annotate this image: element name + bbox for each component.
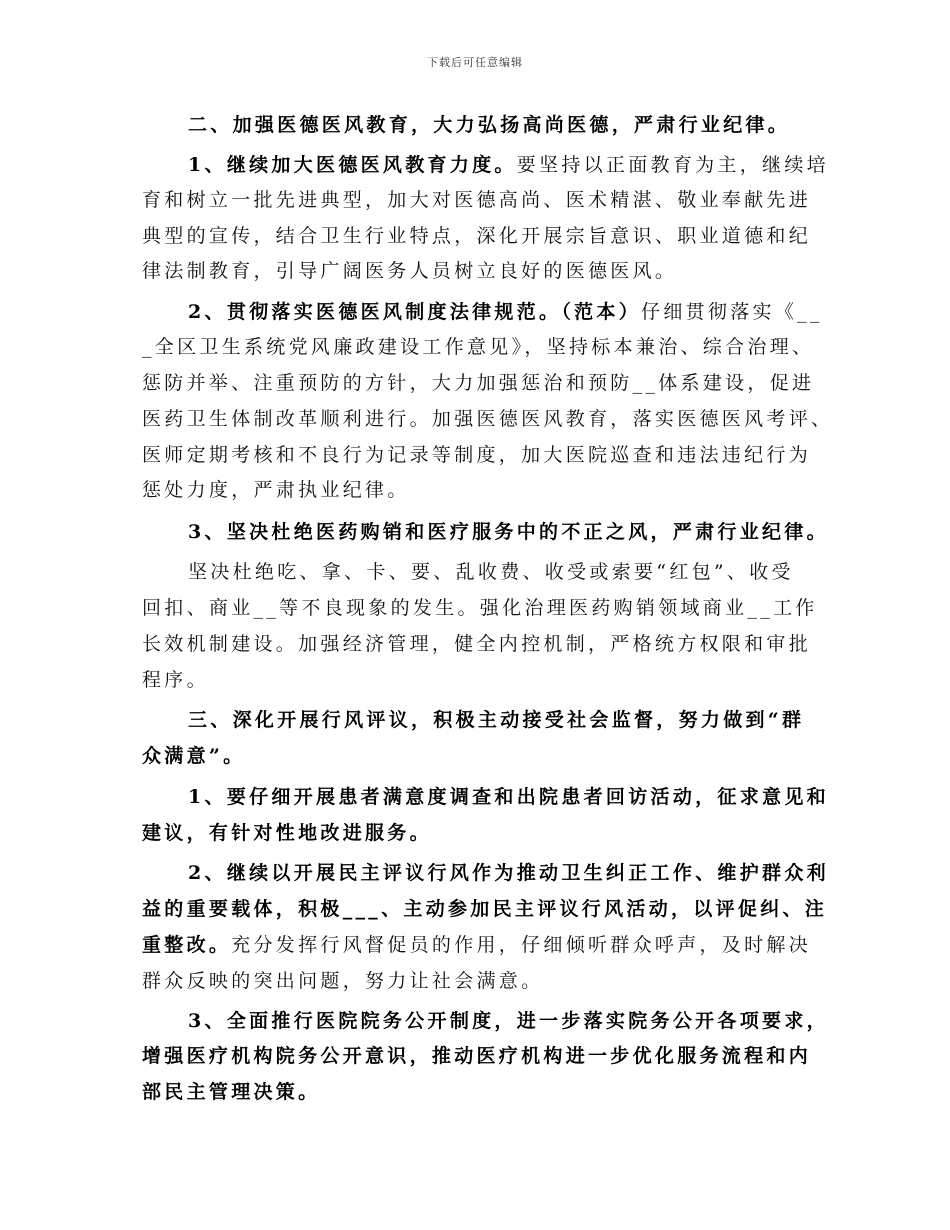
bold-text: 部民主管理决策。 [142,1081,321,1103]
body-text: 充分发挥行风督促员的作用，仔细倾听群众呼声，及时解决 [231,934,812,956]
bold-text: 三、深化开展行风评议，积极主动接受社会监督，努力做到“群 [188,709,805,731]
bold-text: 3、全面推行医院院务公开制度，进一步落实院务公开各项要求， [188,1010,829,1032]
text-line [188,560,794,584]
bold-text: 二、加强医德医风教育，大力弘扬高尚医德，严肃行业纪律。 [188,114,791,136]
text-line [188,861,829,885]
text-line [142,407,833,431]
text-line [188,520,829,544]
bold-text: 众满意”。 [142,745,246,767]
text-line [142,259,677,283]
text-line [188,1009,829,1033]
text-line [142,371,814,395]
text-line [142,744,245,768]
bold-text: 1、要仔细开展患者满意度调查和出院患者回访活动，征求意见和 [188,786,829,808]
text-line [142,1080,320,1104]
body-text: _全区卫生系统党风廉政建设工作意见》，坚持标本兼治、综合治理、 [142,336,815,358]
bold-text: 重整改。 [142,934,232,956]
body-text: 程序。 [142,669,209,691]
text-line [142,596,818,620]
text-line [142,632,811,656]
body-text: 回扣、商业__等不良现象的发生。强化治理医药购销领域商业__工作 [142,597,818,619]
bold-text: 益的重要载体，积极___、主动参加民主评议行风活动，以评促纠、注 [142,898,828,920]
body-text: 律法制教育，引导广阔医务人员树立良好的医德医风。 [142,260,678,282]
body-text: 坚决杜绝吃、拿、卡、要、乱收费、收受或索要“红包”、收受 [188,561,794,583]
text-line [142,897,827,921]
body-text: 医药卫生体制改革顺利进行。加强医德医风教育，落实医德医风考评、 [142,408,834,430]
bold-text: 2、贯彻落实医德医风制度法律规范。（范本） [188,301,642,323]
body-text: 长效机制建设。加强经济管理，健全内控机制，严格统方权限和审批 [142,633,812,655]
text-line [142,224,811,248]
text-line [142,668,209,692]
text-line [188,708,804,732]
body-text: 惩处力度，严肃执业纪律。 [142,479,410,501]
header-note: 下载后可任意编辑 [427,56,523,69]
bold-text: 1、继续加大医德医风教育力度。 [188,154,517,176]
body-text: 典型的宣传，结合卫生行业特点，深化开展宗旨意识、职业道德和纪 [142,225,812,247]
text-line [188,113,790,137]
body-text: 群众反映的突出问题，努力让社会满意。 [142,970,544,992]
text-line [142,443,811,467]
text-line [142,933,811,957]
body-text: 育和树立一批先进典型，加大对医德高尚、医术精湛、敬业奉献先进 [142,189,812,211]
text-line [142,821,432,845]
text-line [142,1044,811,1068]
text-line [142,188,811,212]
bold-text: 2、继续以开展民主评议行风作为推动卫生纠正工作、维护群众利 [188,862,829,884]
body-text: 要坚持以正面教育为主，继续培 [516,154,829,176]
bold-text: 建议，有针对性地改进服务。 [142,822,432,844]
body-text: 仔细贯彻落实《__ [641,301,823,323]
text-line [188,785,829,809]
text-line [188,153,829,177]
text-line [142,335,814,359]
bold-text: 3、坚决杜绝医药购销和医疗服务中的不正之风，严肃行业纪律。 [188,521,829,543]
body-text: 医师定期考核和不良行为记录等制度，加大医院巡查和违法违纪行为 [142,444,812,466]
body-text: 惩防并举、注重预防的方针，大力加强惩治和预防__体系建设，促进 [142,372,815,394]
text-line [188,300,823,324]
bold-text: 增强医疗机构院务公开意识，推动医疗机构进一步优化服务流程和内 [142,1045,812,1067]
text-line [142,478,410,502]
text-line [142,969,543,993]
